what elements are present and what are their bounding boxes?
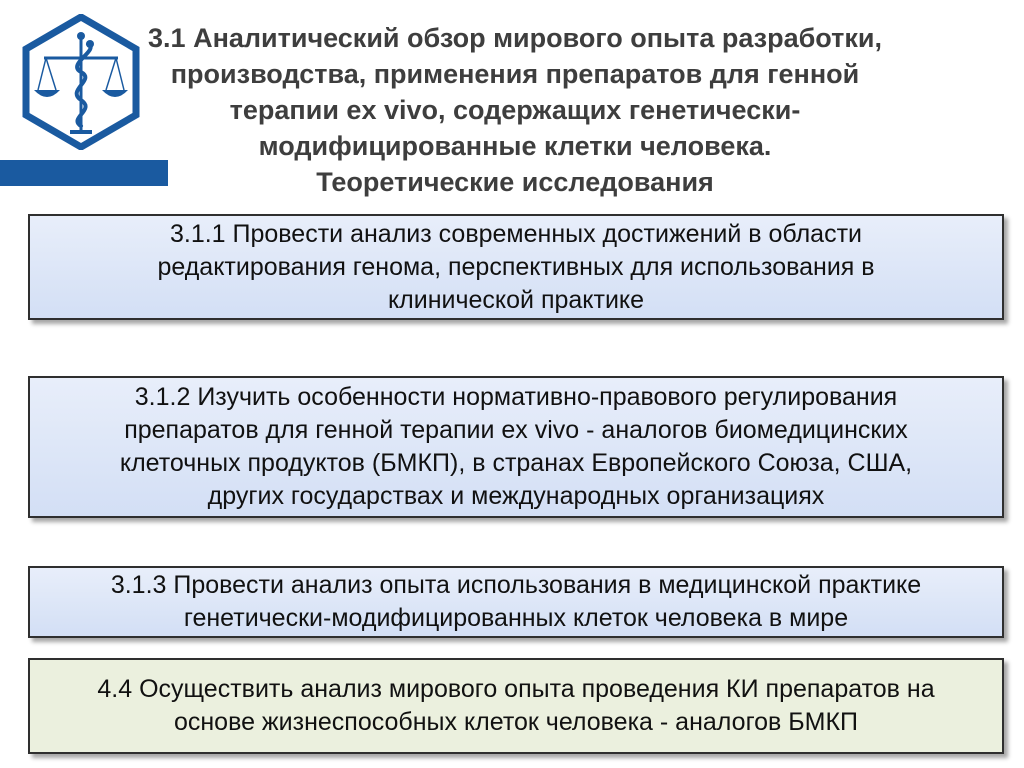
task-text-line: препаратов для генной терапии ex vivo - аналогов биомедицинских xyxy=(124,416,908,444)
task-text-line: клинической практике xyxy=(387,285,645,314)
task-text-line: основе жизнеспособных клеток человека - аналогов БМКП xyxy=(173,708,859,736)
task-box-3-1-3 xyxy=(28,566,1004,638)
task-text-line: редактирования генома, перспективных для использования в xyxy=(157,252,875,281)
title-line: производства, применения препаратов для генной xyxy=(170,59,860,89)
task-text-line: клеточных продуктов (БМКП), в странах Европейского Союза, США, xyxy=(119,449,913,477)
page-title xyxy=(140,20,890,200)
task-text-line: генетически-модифицированных клеток человека в мире xyxy=(183,604,849,632)
title-line: Теоретические исследования xyxy=(316,167,714,197)
task-text-line: 3.1.1 Провести анализ современных достижений в области xyxy=(169,219,862,248)
task-box-4-4 xyxy=(28,658,1004,754)
logo xyxy=(22,14,140,150)
task-text-line: 3.1.2 Изучить особенности нормативно-правового регулирования xyxy=(134,383,898,411)
title-line: 3.1 Аналитический обзор мирового опыта разработки, xyxy=(148,23,882,53)
task-text-line: других государствах и международных организациях xyxy=(207,482,825,510)
medical-scales-serpent-icon xyxy=(22,14,140,150)
title-line: терапии ex vivo, содержащих генетически- xyxy=(229,95,801,125)
task-box-3-1-1 xyxy=(28,214,1004,320)
title-line: модифицированные клетки человека. xyxy=(258,131,772,161)
task-text-line: 3.1.3 Провести анализ опыта использования в медицинской практике xyxy=(110,571,922,599)
task-text-line: 4.4 Осуществить анализ мирового опыта проведения КИ препаратов на xyxy=(97,675,935,703)
task-box-3-1-2 xyxy=(28,376,1004,518)
